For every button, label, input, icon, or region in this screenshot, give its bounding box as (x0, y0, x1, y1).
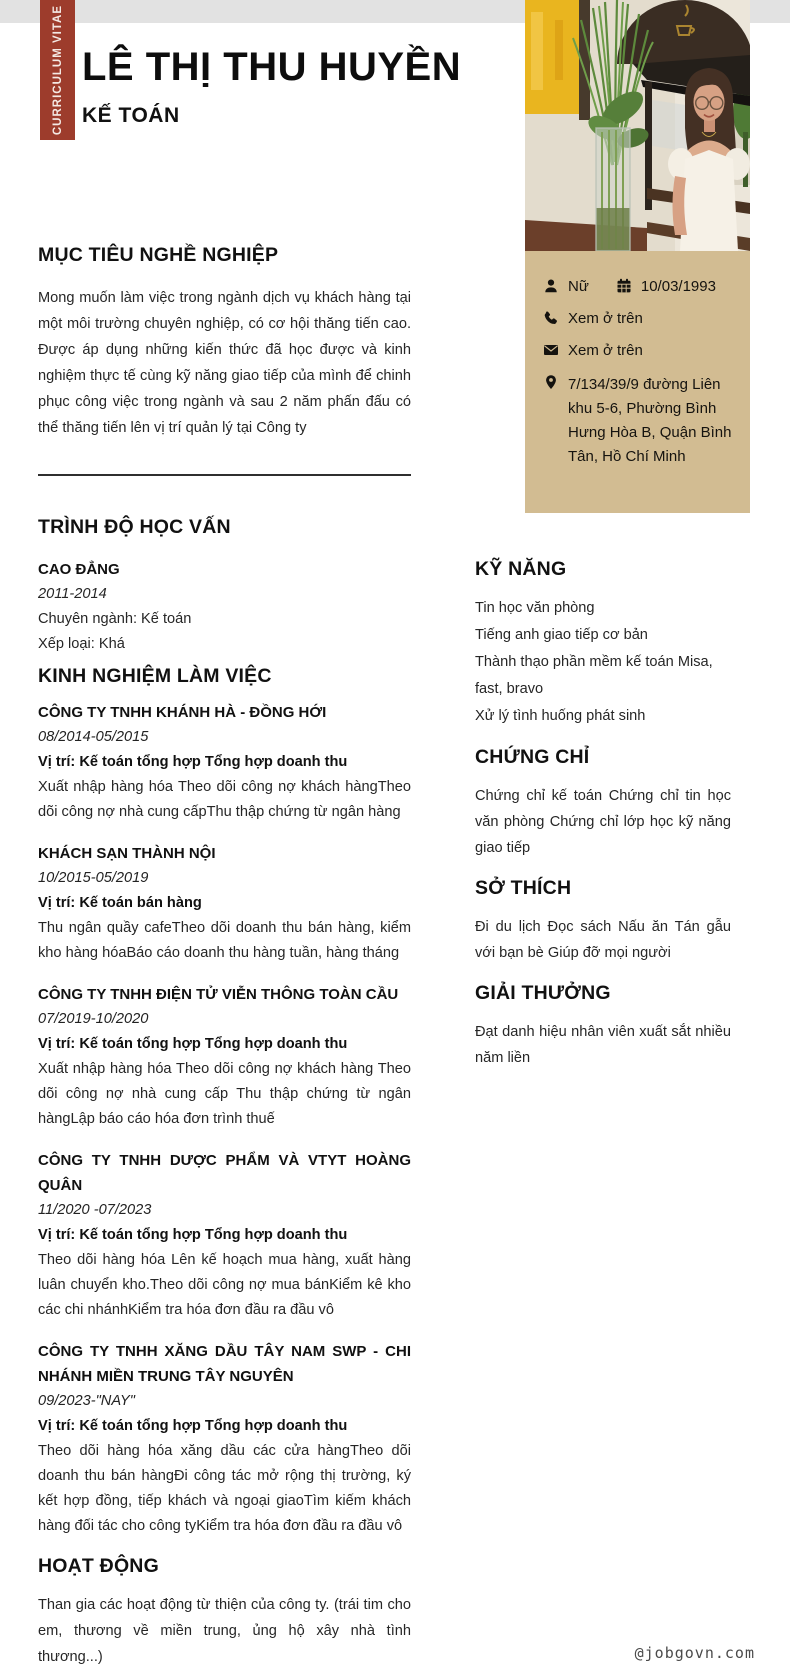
calendar-icon (616, 278, 632, 294)
job-description: Xuất nhập hàng hóa Theo dõi công nợ khách hàngTheo dõi công nợ nhà cung cấpThu thập chứng từ ngân hàng (38, 779, 411, 820)
profile-info-panel (525, 251, 750, 513)
address-row (543, 373, 732, 469)
site-watermark: @jobgovn.com (634, 1644, 755, 1662)
job-entry (38, 982, 411, 1132)
right-column (475, 558, 731, 1071)
hobbies-text: Đi du lịch Đọc sách Nấu ăn Tán gẫu với bạn bè Giúp đỡ mọi người (475, 919, 731, 961)
skill-item: Tin học văn phòng (475, 600, 595, 616)
education-grade: Xếp loại: Khá (38, 636, 125, 652)
objective-text: Mong muốn làm việc trong ngành dịch vụ khách hàng tại một môi trường chuyên nghiệp, có cơ hội thăng tiến cao. Được áp dụng những kiến thức đã học được và kinh nghiệm thực tế cùng kỹ năng giao tiếp của mình để chinh phục công việc trong ngành và sau 2 năm phấn đấu có thể thăng tiến lên vị trí quản lý tại Công ty (38, 290, 411, 436)
job-period: 09/2023-"NAY" (38, 1393, 135, 1409)
hobbies-heading: SỞ THÍCH (475, 877, 572, 899)
ribbon-label: CURRICULUM VITAE (51, 4, 64, 136)
skill-item: Tiếng anh giao tiếp cơ bản (475, 627, 648, 643)
job-period: 11/2020 -07/2023 (38, 1202, 152, 1218)
job-position: Vị trí: Kế toán tổng hợp Tổng hợp doanh thu (38, 754, 348, 770)
phone-row (543, 309, 732, 328)
location-pin-icon (543, 374, 559, 390)
job-entry (38, 1339, 411, 1539)
awards-heading: GIẢI THƯỞNG (475, 982, 611, 1004)
job-company: CÔNG TY TNHH ĐIỆN TỬ VIỄN THÔNG TOÀN CẦU (38, 986, 399, 1003)
education-major: Chuyên ngành: Kế toán (38, 611, 192, 627)
job-entry (38, 1148, 411, 1323)
curriculum-vitae-ribbon (40, 0, 75, 140)
job-period: 10/2015-05/2019 (38, 870, 149, 886)
left-column (38, 244, 411, 1670)
email-icon (543, 342, 559, 358)
job-period: 08/2014-05/2015 (38, 729, 149, 745)
job-position: Vị trí: Kế toán tổng hợp Tổng hợp doanh thu (38, 1227, 348, 1243)
job-description: Theo dõi hàng hóa Lên kế hoạch mua hàng, xuất hàng luân chuyển kho.Theo dõi công nợ mua bánKiểm kê kho các chi nhánhKiểm tra hóa đơn đầu ra đầu vô (38, 1252, 411, 1318)
birthday-value: 10/03/1993 (640, 278, 716, 295)
profile-photo (525, 0, 750, 251)
job-company: CÔNG TY TNHH XĂNG DẦU TÂY NAM SWP - CHI NHÁNH MIỀN TRUNG TÂY NGUYÊN (38, 1343, 411, 1385)
email-value: Xem ở trên (568, 342, 643, 359)
gender-birthday-row (543, 277, 732, 296)
education-heading: TRÌNH ĐỘ HỌC VẤN (38, 516, 231, 538)
education-school: CAO ĐẲNG (38, 561, 120, 578)
job-position: Vị trí: Kế toán bán hàng (38, 895, 202, 911)
skill-item: Thành thạo phần mềm kế toán Misa, fast, bravo (475, 654, 713, 697)
job-period: 07/2019-10/2020 (38, 1011, 149, 1027)
activities-heading: HOẠT ĐỘNG (38, 1555, 159, 1577)
person-icon (543, 278, 559, 294)
job-description: Xuất nhập hàng hóa Theo dõi công nợ khách hàng Theo dõi công nợ nhà cung cấp Thu thập chứng từ ngân hàngLập báo cáo hóa đơn trình thuế (38, 1061, 411, 1127)
skills-list (475, 595, 731, 730)
email-row (543, 341, 732, 360)
objective-heading: MỤC TIÊU NGHỀ NGHIỆP (38, 244, 279, 266)
phone-icon (543, 310, 559, 326)
job-position: Vị trí: Kế toán tổng hợp Tổng hợp doanh thu (38, 1418, 348, 1434)
activities-text: Than gia các hoạt động từ thiện của công ty. (trái tim cho em, thương về miền trung, ủng hộ xây nhà tình thương...) (38, 1597, 411, 1665)
skills-heading: KỸ NĂNG (475, 558, 567, 580)
job-description: Theo dõi hàng hóa xăng dầu các cửa hàngTheo dõi doanh thu bán hàngĐi công tác mở rộng thị trường, ký kết hợp đồng, tiếp khách và ngoại giaoTìm kiếm khách hàng đối tác cho công tyKiểm tra hóa đơn đầu ra đầu vô (38, 1443, 411, 1534)
job-position: Vị trí: Kế toán tổng hợp Tổng hợp doanh thu (38, 1036, 348, 1052)
certificates-heading: CHỨNG CHỈ (475, 746, 590, 768)
phone-value: Xem ở trên (568, 310, 643, 327)
certificates-text: Chứng chỉ kế toán Chứng chỉ tin học văn phòng Chứng chỉ lớp học kỹ năng giao tiếp (475, 788, 731, 856)
section-divider (38, 474, 411, 476)
job-entry (38, 841, 411, 966)
job-company: KHÁCH SẠN THÀNH NỘI (38, 845, 216, 862)
job-company: CÔNG TY TNHH KHÁNH HÀ - ĐỒNG HỚI (38, 704, 327, 721)
experience-heading: KINH NGHIỆM LÀM VIỆC (38, 665, 272, 687)
awards-text: Đạt danh hiệu nhân viên xuất sắt nhiều năm liền (475, 1024, 731, 1066)
skill-item: Xử lý tình huống phát sinh (475, 708, 646, 724)
candidate-job-title: KẾ TOÁN (82, 104, 180, 127)
job-description: Thu ngân quầy cafeTheo dõi doanh thu bán hàng, kiểm kho hàng hóaBáo cáo doanh thu hàng tuần, hàng tháng (38, 920, 411, 961)
job-company: CÔNG TY TNHH DƯỢC PHẨM VÀ VTYT HOÀNG QUÂN (38, 1152, 411, 1194)
address-value: 7/134/39/9 đường Liên khu 5-6, Phường Bình Hưng Hòa B, Quận Bình Tân, Hồ Chí Minh (568, 376, 732, 465)
gender-value: Nữ (568, 278, 589, 295)
job-entry (38, 700, 411, 825)
education-period: 2011-2014 (38, 586, 107, 602)
candidate-name: LÊ THỊ THU HUYỀN (82, 45, 462, 89)
